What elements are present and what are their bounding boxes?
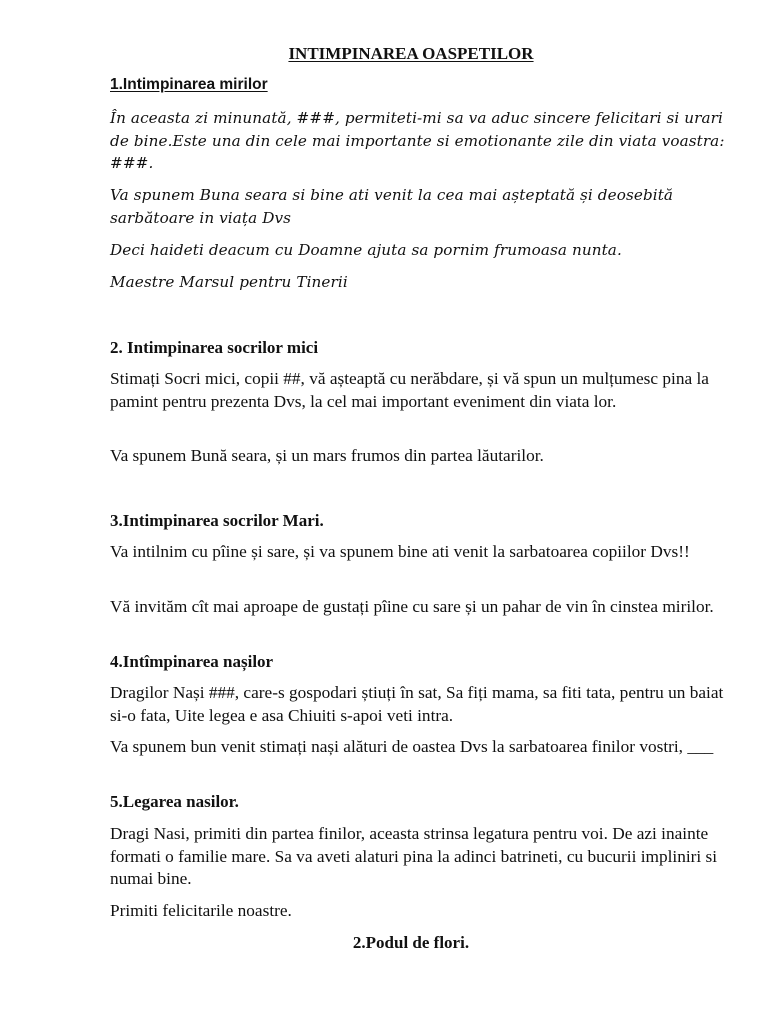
section-3-heading: 3.Intimpinarea socrilor Mari.	[110, 511, 324, 530]
section-1-paragraph-3: Deci haideti deacum cu Doamne ajuta sa pornim frumoasa nunta.	[110, 241, 622, 259]
section-4-paragraph-1: Dragilor Nași ###, care-s gospodari știuți în sat, Sa fiți mama, sa fiti tata, pentru un baiat si-o fata, Uite legea e asa Chiuiti s-apoi veti intra.	[110, 683, 724, 725]
document-title: INTIMPINAREA OASPETILOR	[288, 44, 534, 63]
section-5-paragraph-1: Dragi Nasi, primiti din partea finilor, aceasta strinsa legatura pentru voi. De azi inainte formati o familie mare. Sa va aveti alaturi pina la adinci batrineti, cu bucurii impliniri si numai bine.	[110, 824, 718, 888]
section-2-heading: 2. Intimpinarea socrilor mici	[110, 338, 319, 357]
section-3-paragraph-1: Va intilnim cu pîine și sare, și va spunem bine ati venit la sarbatoarea copiilor Dvs!!	[110, 542, 690, 561]
section-2-paragraph-1: Stimați Socri mici, copii ##, vă așteaptă cu nerăbdare, și vă spun un mulțumesc pina la pamint pentru prezenta Dvs, la cel mai important eveniment din viata lor.	[110, 369, 709, 411]
next-part-heading: 2.Podul de flori.	[352, 933, 470, 952]
section-5-heading: 5.Legarea nasilor.	[110, 792, 239, 811]
section-2-paragraph-2: Va spunem Bună seara, și un mars frumos din partea lăutarilor.	[110, 446, 544, 465]
section-1-paragraph-1: În aceasta zi minunată, ###, permiteti-mi sa va aduc sincere felicitari si urari de bine.Este una din cele mai importante si emotionante zile din viata voastra: ###.	[110, 109, 725, 172]
section-5-paragraph-2: Primiti felicitarile noastre.	[110, 901, 292, 920]
section-4-heading: 4.Intîmpinarea nașilor	[110, 652, 274, 671]
section-1-paragraph-2: Va spunem Buna seara si bine ati venit la cea mai așteptată și deosebită sarbătoare in viața Dvs	[110, 186, 674, 227]
section-3-paragraph-2: Vă invităm cît mai aproape de gustați pîine cu sare și un pahar de vin în cinstea mirilor.	[110, 597, 714, 616]
section-4-paragraph-2: Va spunem bun venit stimați nași alături de oastea Dvs la sarbatoarea finilor vostri, ___	[110, 737, 714, 756]
section-1-paragraph-4: Maestre Marsul pentru Tinerii	[110, 273, 348, 291]
section-1-heading: 1.Intimpinarea mirilor	[110, 76, 268, 93]
